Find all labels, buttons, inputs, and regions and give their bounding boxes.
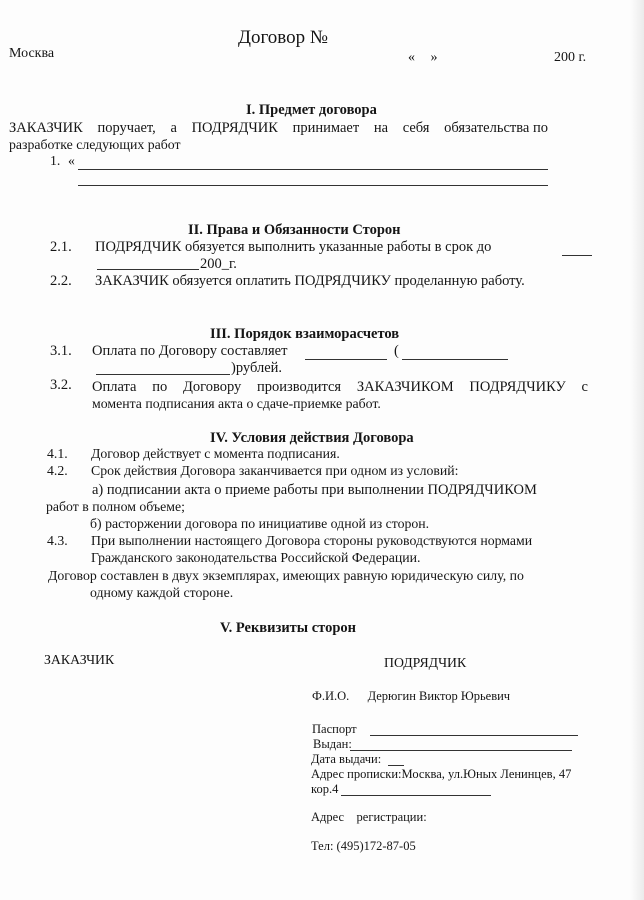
registration-label: Адрес регистрации: <box>311 810 427 824</box>
section-1-item-1-number: 1. <box>50 153 61 168</box>
section-5-heading: V. Реквизиты сторон <box>220 620 357 636</box>
item-4-2-text: Срок действия Договора заканчивается при одном из условий: <box>91 463 459 478</box>
item-2-1-year: 200_г. <box>200 256 237 272</box>
issue-date-field[interactable] <box>388 765 404 766</box>
section-4-heading: IV. Условия действия Договора <box>210 430 414 446</box>
item-2-2-text: ЗАКАЗЧИК обязуется оплатить ПОДРЯДЧИКУ проделанную работу. <box>95 273 525 289</box>
word: с <box>581 379 588 395</box>
word: на <box>373 120 389 136</box>
address-cont-field[interactable] <box>341 795 491 796</box>
address-label: Адрес прописки: <box>311 767 402 781</box>
section-2-heading: II. Права и Обязанности Сторон <box>188 222 401 238</box>
item-4-1-number: 4.1. <box>47 446 68 461</box>
issued-field[interactable] <box>350 750 572 751</box>
item-2-1-text: ПОДРЯДЧИК обязуется выполнить указанные работы в срок до <box>95 239 492 255</box>
word: по <box>152 379 168 395</box>
word: Договору <box>182 379 242 395</box>
item-3-1-currency: )рублей. <box>231 360 283 376</box>
payment-words-blank-2[interactable] <box>96 374 230 375</box>
item-2-2-number: 2.2. <box>50 273 72 289</box>
issued-label: Выдан: <box>313 737 352 751</box>
date-day-month: « » <box>408 50 438 65</box>
passport-field[interactable] <box>370 735 578 736</box>
item-4-2-b: б) расторжении договора по инициативе одной из сторон. <box>90 516 430 531</box>
fio-label: Ф.И.О. <box>312 689 350 703</box>
payment-words-blank-1[interactable] <box>402 359 508 360</box>
word: себя <box>402 120 430 136</box>
city: Москва <box>9 46 55 61</box>
section-1-heading: I. Предмет договора <box>246 102 377 118</box>
item-4-3-number: 4.3. <box>47 533 68 548</box>
item-3-1-paren: ( <box>394 343 399 359</box>
word: а <box>170 120 177 136</box>
deadline-month-blank[interactable] <box>97 269 199 270</box>
phone-label: Тел: <box>311 839 334 853</box>
work-description-line-1[interactable] <box>78 169 548 170</box>
item-2-1-number: 2.1. <box>50 239 72 255</box>
word: ЗАКАЗЧИК <box>9 120 83 136</box>
issue-date-label: Дата выдачи: <box>311 752 382 766</box>
work-description-line-2[interactable] <box>78 185 548 186</box>
item-3-2-line2: момента подписания акта о сдаче-приемке работ. <box>92 396 381 411</box>
item-4-1-text: Договор действует с момента подписания. <box>91 446 340 461</box>
item-4-3-line1: При выполнении настоящего Договора стороны руководствуются нормами <box>91 533 533 548</box>
address-cont: кор.4 <box>311 782 339 796</box>
item-4-2-number: 4.2. <box>47 463 68 478</box>
word: производится <box>257 379 342 395</box>
date-year: 200 г. <box>554 50 587 65</box>
section-1-intro-line2: разработке следующих работ <box>9 137 181 152</box>
word: ПОДРЯДЧИКУ <box>469 379 566 395</box>
item-3-1-number: 3.1. <box>50 343 72 359</box>
section-3-heading: III. Порядок взаиморасчетов <box>210 326 400 342</box>
document-title: Договор № <box>238 27 328 48</box>
phone-value: (495)172-87-05 <box>336 839 416 853</box>
word: обязательства по <box>444 120 548 136</box>
address-row <box>311 767 571 782</box>
customer-label: ЗАКАЗЧИК <box>44 652 115 667</box>
word: ПОДРЯДЧИК <box>191 120 278 136</box>
section-1-item-1-quote: « <box>68 153 75 168</box>
closing-line2: одному каждой стороне. <box>90 585 234 600</box>
item-4-3-line2: Гражданского законодательства Российской Федерации. <box>91 550 421 565</box>
item-4-2-a-line1: а) подписании акта о приеме работы при выполнении ПОДРЯДЧИКОМ <box>92 482 537 498</box>
item-3-1-text: Оплата по Договору составляет <box>92 343 288 359</box>
phone-row <box>311 839 416 854</box>
payment-amount-blank[interactable] <box>305 359 387 360</box>
word: ЗАКАЗЧИКОМ <box>356 379 454 395</box>
contractor-label: ПОДРЯДЧИК <box>384 655 467 670</box>
section-1-intro-line1 <box>9 120 548 137</box>
item-4-2-a-line2: работ в полном объеме; <box>46 499 185 514</box>
passport-label: Паспорт <box>312 722 357 736</box>
word: Оплата <box>92 379 137 395</box>
closing-line1: Договор составлен в двух экземплярах, имеющих равную юридическую силу, по <box>48 568 524 583</box>
item-3-2-number: 3.2. <box>50 377 72 393</box>
word: принимает <box>292 120 360 136</box>
word: поручает, <box>97 120 156 136</box>
address-value: Москва, ул.Юных Ленинцев, 47 <box>401 767 572 781</box>
contractor-fio-row <box>312 689 510 704</box>
deadline-day-blank[interactable] <box>562 255 592 256</box>
fio-value: Дерюгин Виктор Юрьевич <box>367 689 511 703</box>
item-3-2-line1 <box>92 379 588 396</box>
scan-edge-shadow <box>630 0 644 900</box>
